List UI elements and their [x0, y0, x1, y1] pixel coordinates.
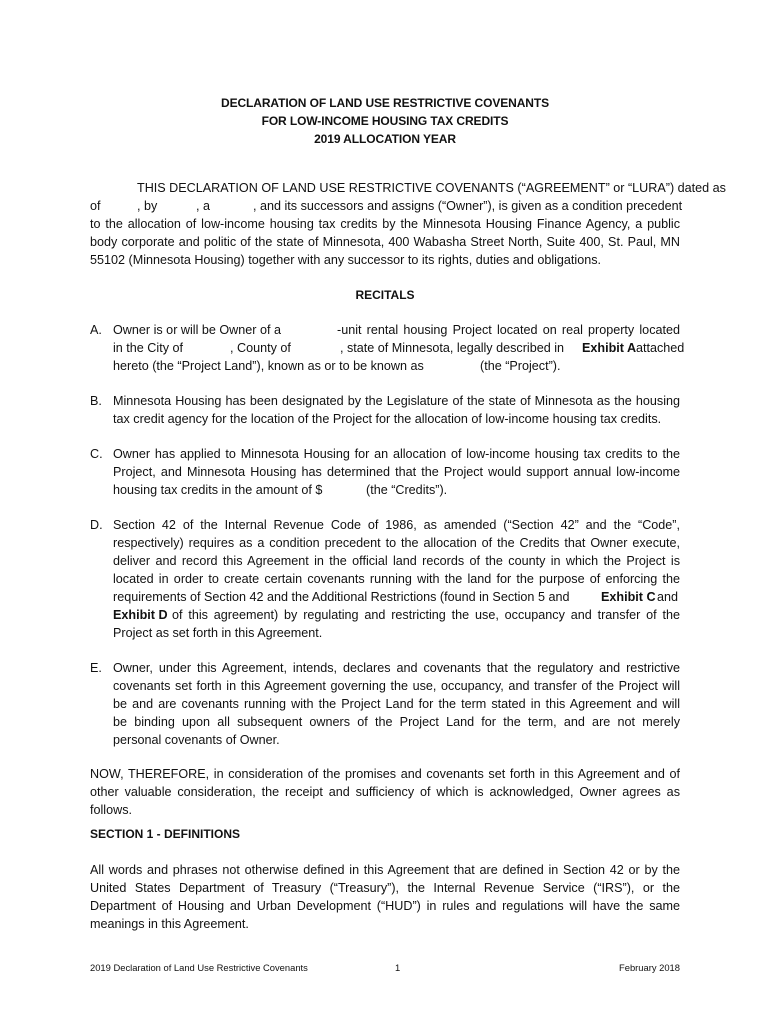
recital-line: -unit rental housing Project located on real property located	[337, 323, 680, 337]
intro-line: body corporate and politic of the state of Minnesota, 400 Wabasha Street North, Suite 400, St. Paul, MN	[90, 235, 680, 249]
paragraph-line: NOW, THEREFORE, in consideration of the promises and covenants set forth in this Agreement and of	[90, 767, 680, 781]
footer-document-name: 2019 Declaration of Land Use Restrictive Covenants	[90, 962, 308, 973]
intro-line: THIS DECLARATION OF LAND USE RESTRICTIVE COVENANTS (“AGREEMENT” or “LURA”) dated as	[137, 181, 726, 195]
recital-line: Project, and Minnesota Housing has determined that the Project would support annual low-income	[113, 465, 680, 479]
recital-line: deliver and record this Agreement in the official land records of the county in which the Project is	[113, 554, 680, 568]
intro-line: of	[90, 199, 101, 213]
document-title-line-1: DECLARATION OF LAND USE RESTRICTIVE COVENANTS	[221, 96, 549, 110]
recital-line: requirements of Section 42 and the Additional Restrictions (found in Section 5 and	[113, 590, 570, 604]
document-title-line-3: 2019 ALLOCATION YEAR	[314, 132, 456, 146]
document-title-line-2: FOR LOW-INCOME HOUSING TAX CREDITS	[261, 114, 509, 128]
recital-line: Section 42 of the Internal Revenue Code of 1986, as amended (“Section 42” and the “Code”,	[113, 518, 680, 532]
recitals-heading: RECITALS	[355, 288, 415, 302]
paragraph-line: Department of Housing and Urban Development (“HUD”) in rules and regulations will have the same	[90, 899, 680, 913]
intro-line: , and its successors and assigns (“Owner”), is given as a condition precedent	[253, 199, 683, 213]
recital-line: Minnesota Housing has been designated by the Legislature of the state of Minnesota as the housing	[113, 394, 680, 408]
recital-line: respectively) requires as a condition precedent to the allocation of the Credits that Owner execute,	[113, 536, 680, 550]
paragraph-line: other valuable consideration, the receipt and sufficiency of which is acknowledged, Owner agrees as	[90, 785, 680, 799]
intro-line: 55102 (Minnesota Housing) together with any successor to its rights, duties and obligations.	[90, 253, 602, 267]
recital-line: be and are covenants running with the Project Land for the term stated in this Agreement and will	[113, 697, 680, 711]
recital-line: Owner is or will be Owner of a	[113, 323, 281, 337]
intro-line: to the allocation of low-income housing tax credits by the Minnesota Housing Finance Agency, a public	[90, 217, 680, 231]
recital-line: tax credit agency for the location of the Project for the allocation of low-income housing tax credits.	[113, 412, 662, 426]
recital-letter: A.	[90, 323, 102, 337]
recital-line: , state of Minnesota, legally described in	[340, 341, 565, 355]
recital-line: of this agreement) by regulating and restricting the use, occupancy and transfer of the	[172, 608, 680, 622]
recital-line: (the “Credits”).	[366, 483, 448, 497]
recital-line: and	[657, 590, 679, 604]
footer-date: February 2018	[619, 962, 680, 973]
recital-line: attached	[636, 341, 685, 355]
exhibit-a-reference: Exhibit A	[582, 341, 637, 355]
paragraph-line: All words and phrases not otherwise defined in this Agreement that are defined in Section 42 or by the	[90, 863, 680, 877]
recital-line: Project as set forth in this Agreement.	[113, 626, 323, 640]
exhibit-c-reference: Exhibit C	[601, 590, 656, 604]
recital-line: housing tax credits in the amount of $	[113, 483, 323, 497]
recital-line: personal covenants of Owner.	[113, 733, 280, 747]
recital-line: , County of	[230, 341, 291, 355]
intro-line: , a	[196, 199, 211, 213]
recital-line: hereto (the “Project Land”), known as or to be known as	[113, 359, 424, 373]
recital-line: in the City of	[113, 341, 183, 355]
recital-letter: D.	[90, 518, 103, 532]
paragraph-line: follows.	[90, 803, 132, 817]
recital-letter: C.	[90, 447, 103, 461]
recital-line: Owner has applied to Minnesota Housing for an allocation of low-income housing tax credits to the	[113, 447, 680, 461]
recital-line: located in order to create certain covenants running with the land for the purpose of enforcing the	[113, 572, 680, 586]
paragraph-line: meanings in this Agreement.	[90, 917, 249, 931]
recital-line: (the “Project”).	[480, 359, 561, 373]
recital-letter: B.	[90, 394, 102, 408]
intro-line: , by	[137, 199, 158, 213]
recital-line: Owner, under this Agreement, intends, declares and covenants that the regulatory and restrictive	[113, 661, 680, 675]
section-1-heading: SECTION 1 - DEFINITIONS	[90, 827, 241, 841]
footer-page-number: 1	[395, 962, 401, 973]
recital-line: be binding upon all subsequent owners of the Project Land for the term, and are not merely	[113, 715, 680, 729]
paragraph-line: United States Department of Treasury (“Treasury”), the Internal Revenue Service (“IRS”), or the	[90, 881, 680, 895]
recital-line: covenants set forth in this Agreement governing the use, occupancy, and transfer of the Project will	[113, 679, 680, 693]
exhibit-d-reference: Exhibit D	[113, 608, 168, 622]
recital-letter: E.	[90, 661, 102, 675]
